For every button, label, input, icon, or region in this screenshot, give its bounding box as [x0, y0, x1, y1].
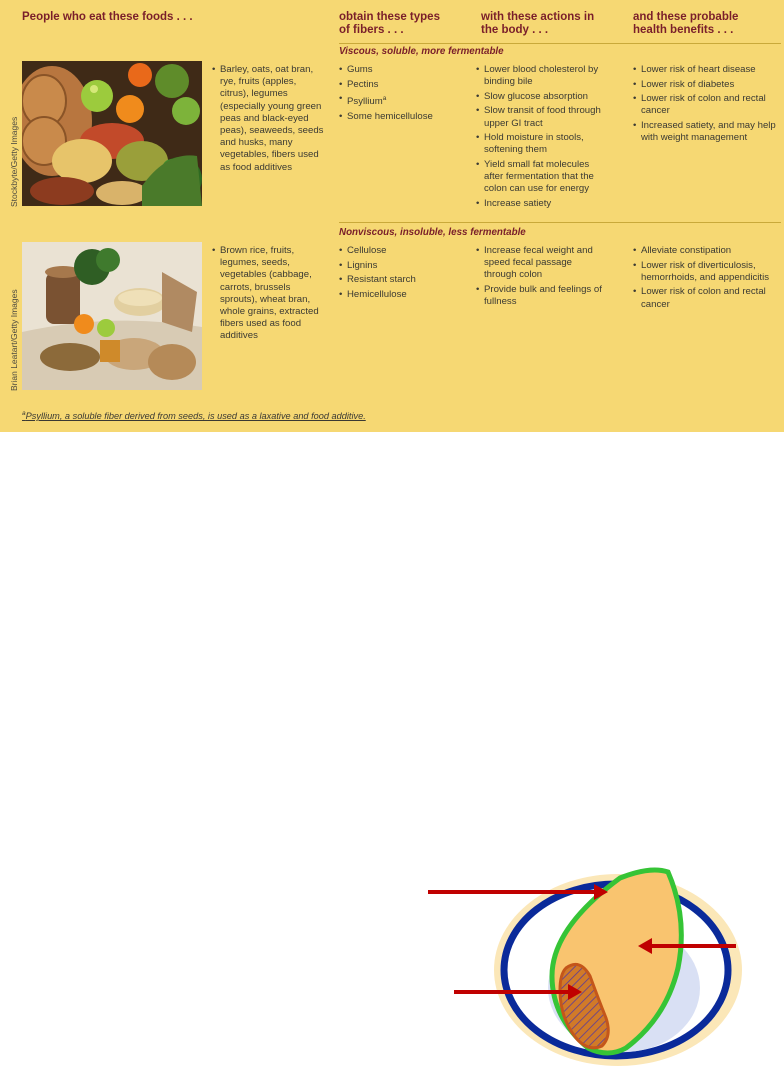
header-actions: with these actions in the body . . .	[481, 11, 595, 36]
list-item: • Resistant starch	[339, 274, 469, 286]
fiber-table	[0, 0, 784, 432]
food-photo-insoluble	[22, 242, 202, 390]
list-item: • Cellulose	[339, 245, 469, 257]
list-item	[339, 93, 469, 108]
list-item: • Lower risk of colon and rectal cancer	[633, 93, 781, 117]
list-item: • Brown rice, fruits, legumes, seeds, vegetables (cabbage, carrots, brussels sprouts), wheat bran, whole grains, extracted fibers used as food additives	[212, 245, 324, 343]
list-item: • Alleviate constipation	[633, 245, 781, 257]
list-item: • Increase fecal weight and speed fecal passage through colon	[476, 245, 606, 282]
photo-credit: Brian Leatart/Getty Images	[9, 289, 19, 391]
benefits-list-insoluble	[633, 245, 781, 313]
footnote-marker: a	[382, 95, 387, 103]
list-item: • Increase satiety	[476, 198, 606, 210]
section-title-insoluble: Nonviscous, insoluble, less fermentable	[339, 227, 526, 238]
list-item: • Lignins	[339, 260, 469, 272]
section-divider	[339, 222, 781, 223]
list-item: • Barley, oats, oat bran, rye, fruits (apples, citrus), legumes (especially young green peas and black-eyed peas), seaweeds, seeds and husks, many vegetables, fibers used as food additives	[212, 64, 324, 174]
list-item: • Lower blood cholesterol by binding bile	[476, 64, 606, 88]
fibers-list-soluble	[339, 64, 469, 126]
list-item: • Some hemicellulose	[339, 111, 469, 123]
header-foods: People who eat these foods . . .	[22, 11, 193, 23]
list-item: • Lower risk of colon and rectal cancer	[633, 286, 781, 310]
footnote-marker: a	[22, 410, 26, 417]
food-photo-soluble	[22, 61, 202, 206]
section-divider	[339, 43, 781, 44]
list-item: • Slow transit of food through upper GI tract	[476, 105, 606, 129]
section-title-soluble: Viscous, soluble, more fermentable	[339, 46, 504, 57]
footnote	[22, 410, 366, 421]
list-item: • Gums	[339, 64, 469, 76]
list-item: • Lower risk of diabetes	[633, 79, 781, 91]
fibers-list-insoluble	[339, 245, 469, 303]
photo-credit: Stockbyte/Getty Images	[9, 116, 19, 207]
list-item: • Hemicellulose	[339, 289, 469, 301]
grain-kernel-diagram	[420, 858, 760, 1082]
header-benefits: and these probable health benefits . . .	[633, 11, 739, 36]
actions-list-insoluble	[476, 245, 606, 311]
foods-list-insoluble	[212, 245, 324, 345]
header-fibers: obtain these types of fibers . . .	[339, 11, 440, 36]
benefits-list-soluble	[633, 64, 781, 147]
list-item: • Slow glucose absorption	[476, 91, 606, 103]
list-item: • Pectins	[339, 79, 469, 91]
list-item: • Yield small fat molecules after fermentation that the colon can use for energy	[476, 159, 606, 196]
footnote-text: Psyllium, a soluble fiber derived from seeds, is used as a laxative and food additive.	[25, 411, 366, 422]
actions-list-soluble	[476, 64, 606, 213]
list-item: • Lower risk of diverticulosis, hemorrhoids, and appendicitis	[633, 260, 781, 284]
list-item: • Lower risk of heart disease	[633, 64, 781, 76]
psyllium-label: Psyllium	[347, 96, 383, 108]
list-item: • Hold moisture in stools, softening them	[476, 132, 606, 156]
foods-list-soluble	[212, 64, 324, 176]
list-item: • Increased satiety, and may help with weight management	[633, 120, 781, 144]
list-item: • Provide bulk and feelings of fullness	[476, 284, 606, 308]
